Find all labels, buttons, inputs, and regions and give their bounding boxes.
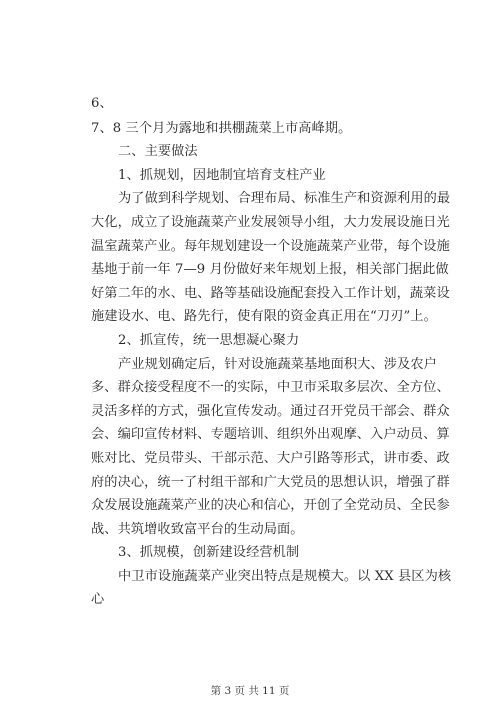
paragraph-peak-period: 7、8 三个月为露地和拱棚蔬菜上市高峰期。: [91, 120, 352, 136]
paragraph-item-number: 6、: [91, 96, 113, 111]
section-heading-main-practices: 二、主要做法: [118, 144, 198, 160]
paragraph-scale: 中卫市设施蔬菜产业突出特点是规模大。以 XX 县区为核心: [91, 568, 452, 608]
subheading-scale: 3、抓规模，创新建设经营机制: [118, 545, 300, 561]
paragraph-planning: 为了做到科学规划、合理布局、标准生产和资源利用的最大化，成立了设施蔬菜产业发展领导小组，大力发展设施日光温室蔬菜产业。每年规划建设一个设施蔬菜产业带，每个设施基地于前一年 7—9 月份做好来年规划上报，相关部门据此做好第二年的水、电、路等基础设施配套投入工作计划，蔬菜设施建设水、电、路先行，使有限的资金真正用在“刀刃”上。: [91, 191, 451, 325]
subheading-publicity: 2、抓宣传，统一思想凝心聚力: [118, 332, 300, 348]
document-body: [91, 92, 453, 612]
page-footer: 第 3 页 共 11 页: [210, 685, 290, 697]
paragraph-publicity: 产业规划确定后，针对设施蔬菜基地面积大、涉及农户多、群众接受程度不一的实际，中卫市采取多层次、全方位、灵活多样的方式，强化宣传发动。通过召开党员干部会、群众会、编印宣传材料、专题培训、组织外出观摩、入户动员、算账对比、党员带头、干部示范、大户引路等形式，讲市委、政府的决心，统一了村组干部和广大党员的思想认识，增强了群众发展设施蔬菜产业的决心和信心，开创了全党动员、全民参战、共筑增收致富平台的生动局面。: [91, 356, 450, 537]
subheading-planning: 1、抓规划，因地制宜培育支柱产业: [118, 167, 326, 183]
